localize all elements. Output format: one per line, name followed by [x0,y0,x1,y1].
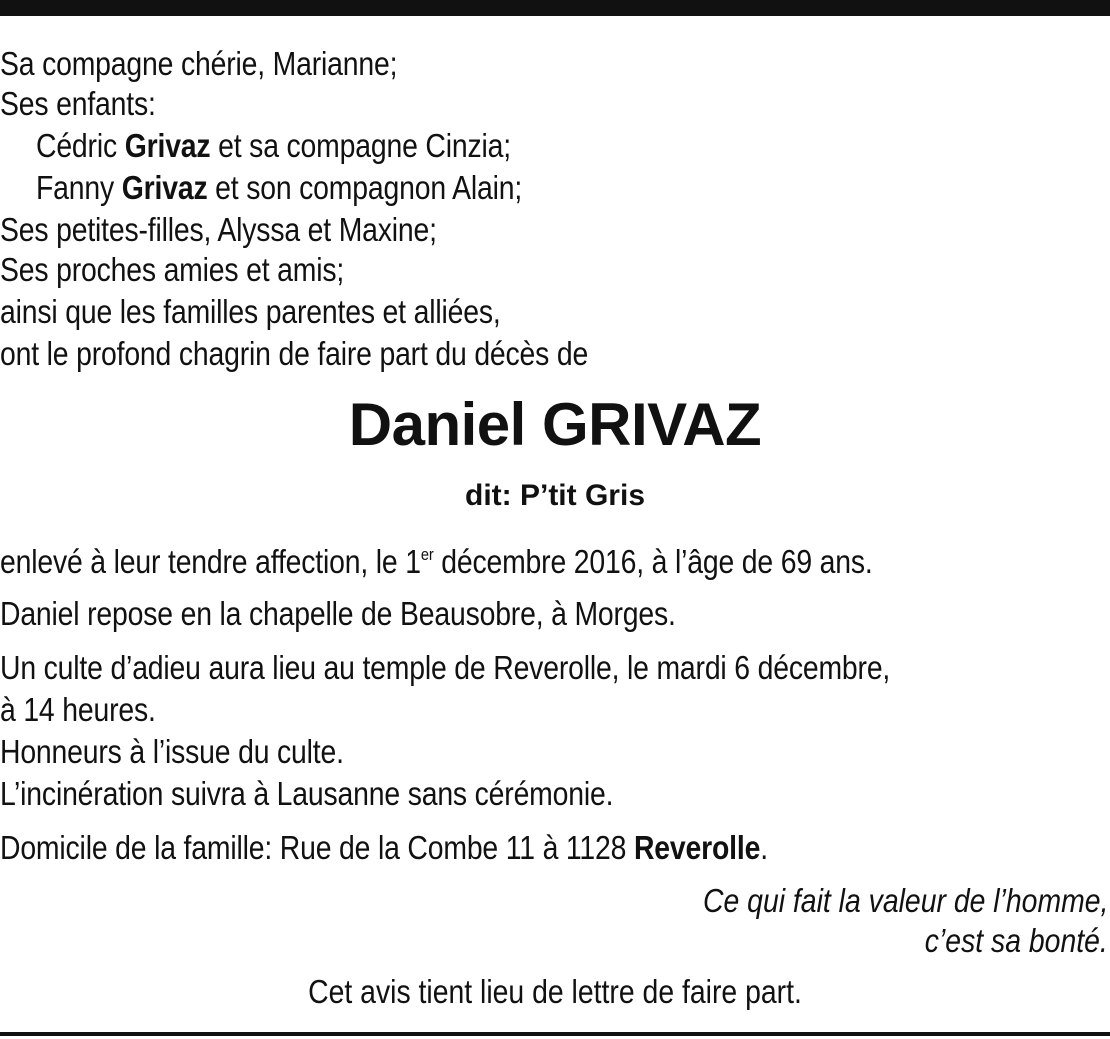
death-text-end: décembre 2016, à l’âge de 69 ans. [433,543,873,580]
domicile-line [0,828,768,868]
family-line-friends: Ses proches amies et amis; [0,251,345,288]
service-line-2: à 14 heures. [0,691,156,728]
death-date-line [0,542,873,582]
closing-note: Cet avis tient lieu de lettre de faire part. [308,973,802,1010]
resting-place-line: Daniel repose en la chapelle de Beausobre, à Morges. [0,595,676,632]
family-line-companion: Sa compagne chérie, Marianne; [0,45,398,82]
domicile-period: . [760,829,768,866]
domicile-town: Reverolle [633,829,761,866]
death-text-start: enlevé à leur tendre affection, le 1 [0,543,421,580]
service-line-1: Un culte d’adieu aura lieu au temple de Reverolle, le mardi 6 décembre, [0,649,891,686]
family-line-relatives: ainsi que les familles parentes et alliées, [0,293,501,330]
child-surname: Grivaz [121,169,208,206]
child-partner-text: et sa compagne Cinzia; [218,127,511,164]
epitaph-line-1: Ce qui fait la valeur de l’homme, [702,882,1108,919]
child-partner-text: et son compagnon Alain; [215,169,523,206]
deceased-name: Daniel GRIVAZ [348,391,762,458]
child-first-name: Fanny [36,169,115,206]
ordinal-superscript: er [420,545,434,564]
family-line-child-fanny [36,168,522,208]
family-line-children-heading: Ses enfants: [0,85,156,122]
family-line-child-cedric [36,126,511,166]
epitaph-line-2: c’est sa bonté. [924,922,1108,959]
top-border-rule [0,0,1110,16]
child-first-name: Cédric [36,127,117,164]
family-line-granddaughters: Ses petites-filles, Alyssa et Maxine; [0,211,437,248]
cremation-line: L’incinération suivra à Lausanne sans cérémonie. [0,775,614,812]
deceased-nickname: dit: P’tit Gris [465,479,645,512]
child-surname: Grivaz [124,127,211,164]
domicile-address: Domicile de la famille: Rue de la Combe 11 à 1128 [0,829,634,866]
family-line-announcement: ont le profond chagrin de faire part du décès de [0,335,589,372]
bottom-border-rule [0,1032,1110,1036]
honors-line: Honneurs à l’issue du culte. [0,733,344,770]
